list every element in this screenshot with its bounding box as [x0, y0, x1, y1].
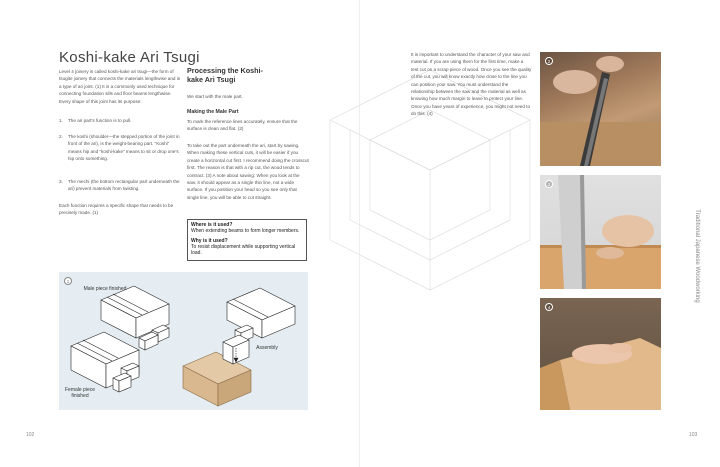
function-text-2: The koshi (shoulder—the stepped portion of the joint in front of the ari), is the weight-bearing part. "Koshi" means hip and "koshi-kake" means to sit or drop one's hip onto something.	[68, 134, 180, 162]
closing-paragraph: Each function requires a specific shape that needs to be precisely made. (1)	[59, 203, 174, 216]
marking-gauge-photo-icon	[540, 52, 661, 166]
photo-hand	[540, 298, 661, 410]
function-number-3: 3.	[59, 179, 63, 184]
photo-marking	[540, 52, 661, 166]
photo-badge-2: 2	[545, 57, 553, 65]
info-box	[187, 219, 307, 261]
female-piece-drawing	[71, 332, 139, 392]
right-page-number: 103	[689, 432, 698, 438]
info-question-2: Why is it used?	[191, 238, 228, 244]
assembly-drawing	[227, 288, 295, 342]
left-page-number: 102	[26, 432, 35, 438]
info-answer-2: To resist displacement while supporting vertical load.	[191, 244, 296, 256]
info-answer-1: When extending beams to form longer members.	[191, 228, 300, 234]
photo-badge-4: 4	[545, 303, 553, 311]
side-running-label: Traditional Japanese Woodworking	[694, 209, 700, 303]
function-number-1: 1.	[59, 118, 63, 123]
female-piece-label: Female piece finished	[64, 387, 95, 399]
hand-on-wood-photo-icon	[540, 298, 661, 410]
assembly-label: Assembly	[256, 345, 278, 351]
info-question-1: Where is it used?	[191, 222, 233, 228]
function-text-3: The mechi (the bottom rectangular part underneath the ari) prevent materials from twisting.	[68, 179, 180, 192]
making-paragraph-1: To mark the reference lines accurately, ensure that the surface is clean and flat. (2)	[187, 119, 298, 132]
function-text-1: The ari part's function is to pull.	[68, 118, 132, 123]
diagram-badge: 1	[64, 277, 72, 285]
saw-cut-photo-icon	[540, 175, 661, 289]
photo-badge-3: 3	[545, 180, 553, 188]
function-number-2: 2.	[59, 134, 63, 139]
right-page-paragraph: It is important to understand the character of your saw and material. If you are using them for the first time, make a test cut on a scrap piece of wood. Once you see the quality of the cut, you will know exactly how close to the line you can position your saw. You must understand the relationship between the saw and the material as well as knowing how much margin to leave to protect your line. Once you have years of experience, you might not need to do this. (4)	[411, 52, 532, 117]
page-title: Koshi-kake Ari Tsugi	[59, 49, 200, 66]
male-piece-label: Male piece finished	[83, 286, 127, 292]
section-heading: Processing the Koshi-kake Ari Tsugi	[187, 66, 263, 84]
making-paragraph-2: To take out the part underneath the ari, start by sawing. When making these vertical cuts, it will be easier if you create a horizontal cut first. I recommend doing the crosscut first. The reason is that with a rip cut, the wood tends to contract. (3) A note about sawing: When you look at the saw, it should appear as a single thin line, not a wide surface. If you position your head so you see only that single line, you will be able to cut straight.	[187, 143, 309, 200]
intro-paragraph: Level 4 joinery is called koshi-kake ari tsugi—the form of tsugite joinery that connects the materials lengthwise and is a type of ari joint. (1) It is a commonly used technique for connecting foundation sills and floor beams lengthwise. Every shape of this joint has its purpose:	[59, 69, 181, 104]
subheading: Making the Male Part	[187, 109, 239, 115]
joint-diagram	[59, 272, 308, 410]
photo-sawing	[540, 175, 661, 289]
start-text: We start with the male part.	[187, 94, 243, 99]
